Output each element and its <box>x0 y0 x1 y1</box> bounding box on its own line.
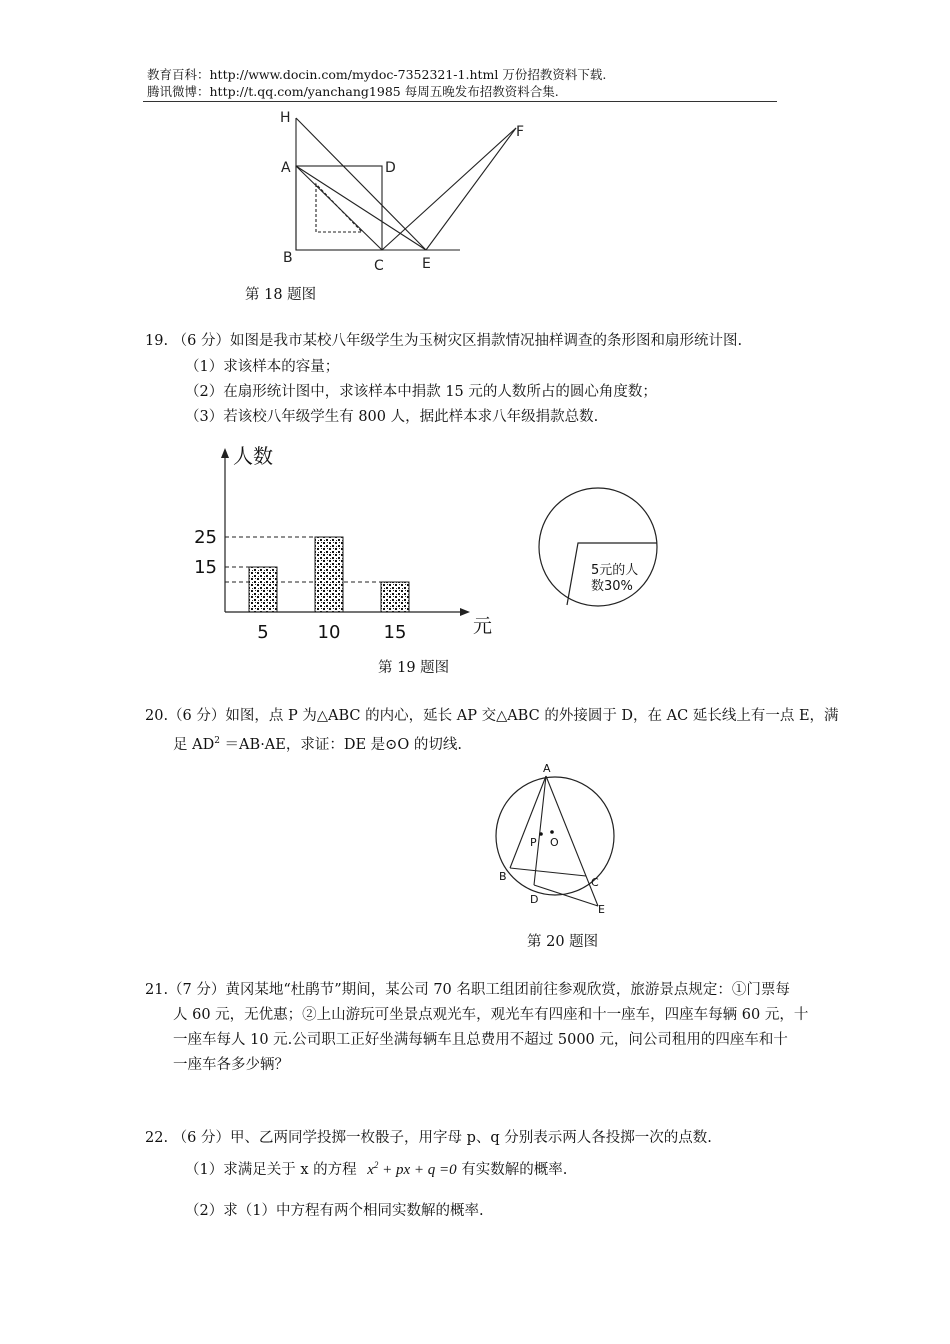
q20-line-2a: 足 AD <box>173 736 215 753</box>
pie-chart <box>535 484 663 612</box>
chart-bars <box>249 537 409 612</box>
header-line-1: 教育百科：http://www.docin.com/mydoc-7352321-1.html 万份招教资料下载. <box>147 67 607 82</box>
q21-line-3: 一座车每人 10 元.公司职工正好坐满每辆车且总费用不超过 5000 元，问公司租用的四座车和十 <box>173 1032 788 1048</box>
fig20-label-B: B <box>499 870 507 883</box>
bar-5 <box>249 567 277 612</box>
q22-eq-x: x <box>367 1162 374 1178</box>
figure-18 <box>270 104 540 274</box>
fig18-label-B: B <box>283 250 293 266</box>
y-axis-arrow <box>221 448 229 458</box>
fig18-line-EF <box>426 128 516 250</box>
pie-label-line-2: 数30% <box>591 579 633 594</box>
fig18-line-AE <box>296 166 426 250</box>
q22-part-1a: （1）求满足关于 x 的方程 <box>185 1162 357 1178</box>
q21-line-2: 人 60 元，无优惠；②上山游玩可坐景点观光车，观光车有四座和十一座车，四座车每辆 60 元，十 <box>173 1007 809 1023</box>
q22-part-1b: 有实数解的概率. <box>461 1162 568 1178</box>
header-line-2: 腾讯微博：http://t.qq.com/yanchang1985 每周五晚发布招教资料合集. <box>147 84 559 99</box>
chart-dashed-guides <box>225 537 381 582</box>
fig20-label-C: C <box>591 876 599 889</box>
fig18-dashed-triangle <box>316 184 362 232</box>
x-tick-15: 15 <box>383 622 407 643</box>
x-tick-10: 10 <box>317 622 341 643</box>
x-tick-5: 5 <box>257 622 269 643</box>
fig18-label-H: H <box>280 110 291 126</box>
fig20-point-O <box>550 830 554 834</box>
fig18-label-C: C <box>374 258 384 274</box>
fig19-caption: 第 19 题图 <box>378 660 450 676</box>
x-axis-arrow <box>460 608 470 616</box>
chart-ticks <box>194 527 217 578</box>
y-axis-label: 人数 <box>233 444 273 468</box>
fig18-label-E: E <box>422 256 431 272</box>
fig18-label-D: D <box>385 160 396 176</box>
bar-chart <box>185 440 505 650</box>
fig20-label-E: E <box>598 903 605 916</box>
fig18-line-CF <box>382 128 516 250</box>
q20-line-2 <box>173 731 462 755</box>
x-axis-label: 元 <box>473 615 493 637</box>
y-tick-25: 25 <box>194 527 217 548</box>
q19-heading: 19. （6 分）如图是我市某校八年级学生为玉树灾区捐款情况抽样调查的条形图和扇形统计图. <box>145 333 743 349</box>
q21-line-1: 21.（7 分）黄冈某地“杜鹃节”期间，某公司 70 名职工组团前往参观欣赏，旅游景点规定：①门票每 <box>145 982 790 998</box>
q20-line-2b: ＝AB·AE，求证：DE 是⊙O 的切线. <box>219 736 462 753</box>
fig20-caption: 第 20 题图 <box>527 934 599 950</box>
fig20-line-DE <box>534 885 598 906</box>
fig20-line-BC <box>510 868 586 876</box>
q22-part-2: （2）求（1）中方程有两个相同实数解的概率. <box>185 1203 484 1219</box>
q20-superscript: 2 <box>214 736 220 746</box>
fig20-label-A: A <box>543 762 551 775</box>
fig20-label-D: D <box>530 893 539 906</box>
pie-label-line-1: 5元的人 <box>591 563 639 578</box>
bar-15 <box>381 582 409 612</box>
header-rule <box>143 101 777 102</box>
q19-part-3: （3）若该校八年级学生有 800 人，据此样本求八年级捐款总数. <box>185 409 599 425</box>
fig20-label-O: O <box>550 836 559 849</box>
fig20-point-P <box>539 832 543 836</box>
bar-10 <box>315 537 343 612</box>
fig20-label-P: P <box>530 836 537 849</box>
q22-eq-rest: + px + q =0 <box>378 1162 457 1178</box>
q19-part-2: （2）在扇形统计图中，求该样本中捐款 15 元的人数所占的圆心角度数； <box>185 384 657 400</box>
q22-eq-sup: 2 <box>373 1160 379 1170</box>
y-tick-15: 15 <box>194 557 217 578</box>
q22-equation <box>367 1162 456 1178</box>
fig18-label-A: A <box>281 160 291 176</box>
figure-20 <box>490 756 620 924</box>
fig18-caption: 第 18 题图 <box>245 287 317 303</box>
q20-line-1: 20.（6 分）如图，点 P 为△ABC 的内心，延长 AP 交△ABC 的外接圆于 D，在 AC 延长线上有一点 E，满 <box>145 708 839 724</box>
fig18-label-F: F <box>516 124 525 140</box>
q19-part-1: （1）求该样本的容量； <box>185 359 340 375</box>
q22-part-1 <box>185 1155 567 1180</box>
q22-heading: 22. （6 分）甲、乙两同学投掷一枚骰子，用字母 p、q 分别表示两人各投掷一次的点数. <box>145 1130 712 1146</box>
q21-line-4: 一座车各多少辆？ <box>173 1057 289 1073</box>
chart-category-labels <box>257 622 406 643</box>
